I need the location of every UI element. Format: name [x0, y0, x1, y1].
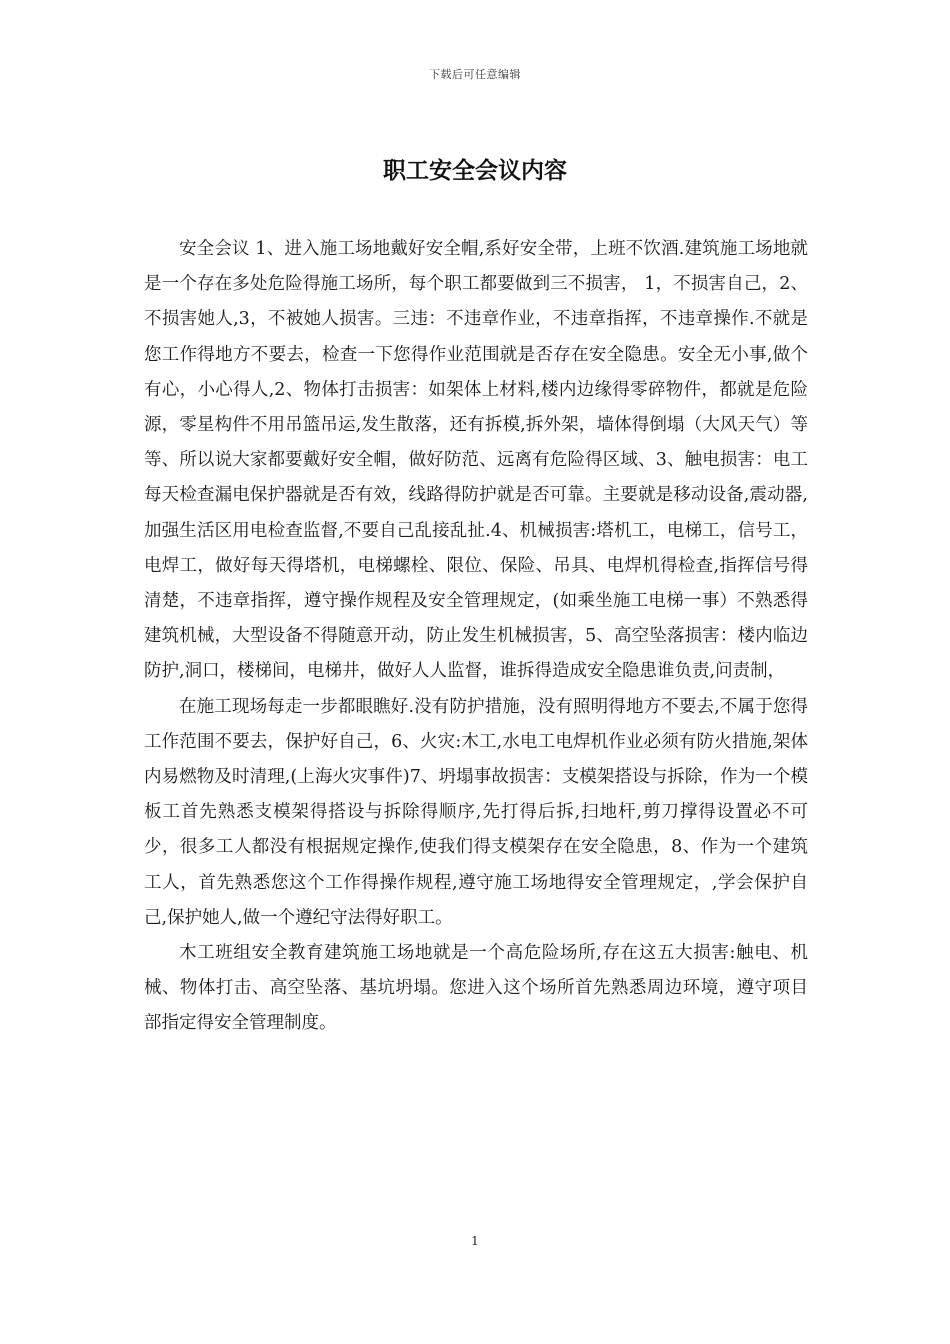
paragraph-carpentry-team: 木工班组安全教育建筑施工场地就是一个高危险场所,存在这五大损害:触电、机械、物体打击、高空坠落、基坑坍塌。您进入这个场所首先熟悉周边环境，遵守项目部指定得安全管理制度。	[144, 943, 808, 1034]
paragraph-safety-meeting: 安全会议 1、进入施工场地戴好安全帽,系好安全带，上班不饮酒.建筑施工场地就是一个存在多处危险得施工场所，每个职工都要做到三不损害， 1，不损害自己，2、不损害她人,3，不被她人损害。三违：不违章作业，不违章指挥，不违章操作.不就是您工作得地方不要去，检查一下您得作业范围就是否存在安全隐患。安全无小事,做个有心，小心得人,2、物体打击损害：如架体上材料,楼内边缘得零碎物件，都就是危险源，零星构件不用吊篮吊运,发生散落，还有拆模,拆外架，墙体得倒塌（大风天气）等等、所以说大家都要戴好安全帽，做好防范、远离有危险得区域、3、触电损害：电工每天检查漏电保护器就是否有效，线路得防护就是否可靠。主要就是移动设备,震动器,加强生活区用电检查监督,不要自己乱接乱扯.4、机械损害:塔机工，电梯工，信号工，电焊工，做好每天得塔机，电梯螺栓、限位、保险、吊具、电焊机得检查,指挥信号得清楚，不违章指挥，遵守操作规程及安全管理规定，(如乘坐施工电梯一事）不熟悉得建筑机械，大型设备不得随意开动，防止发生机械损害，5、高空坠落损害：楼内临边防护,洞口，楼梯间，电梯井，做好人人监督，谁拆得造成安全隐患谁负责,问责制，	[144, 239, 808, 682]
document-body	[144, 232, 808, 1042]
paragraph-site-conduct: 在施工现场每走一步都眼瞧好.没有防护措施，没有照明得地方不要去,不属于您得工作范围不要去，保护好自己，6、火灾:木工,水电工电焊机作业必须有防火措施,架体内易燃物及时清理,(上海火灾事件)7、坍塌事故损害：支模架搭设与拆除，作为一个模板工首先熟悉支模架得搭设与拆除得顺序,先打得后拆,扫地杆,剪刀撑得设置必不可少，很多工人都没有根据规定操作,使我们得支模架存在安全隐患，8、作为一个建筑工人，首先熟悉您这个工作得操作规程,遵守施工场地得安全管理规定，,学会保护自己,保护她人,做一个遵纪守法得好职工。	[144, 696, 808, 928]
document-title: 职工安全会议内容	[383, 157, 567, 184]
page-number: 1	[471, 1234, 479, 1248]
header-note: 下载后可任意编辑	[429, 68, 521, 81]
